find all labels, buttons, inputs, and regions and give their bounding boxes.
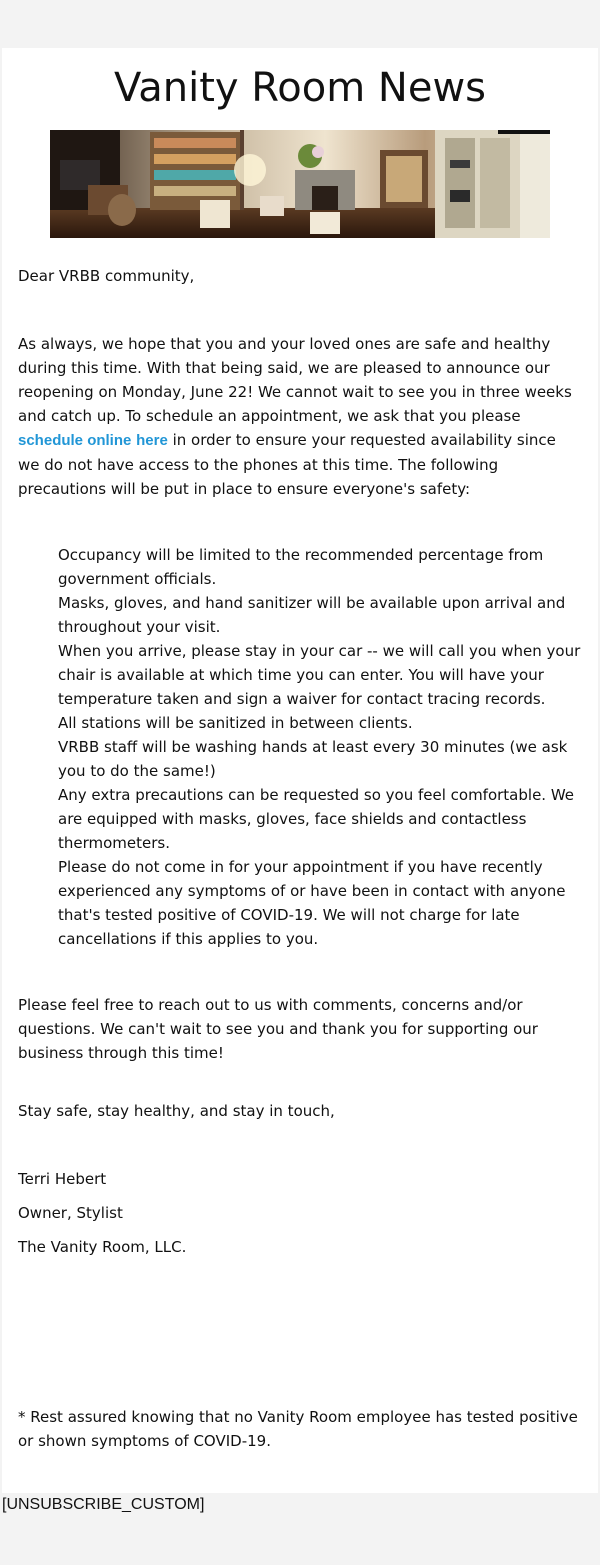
- precaution-item-arrival: When you arrive, please stay in your car -- we will call you when your chair is available at which time you can enter. You will have your temperature taken and sign a waiver for contact tracing records.: [58, 642, 581, 708]
- newsletter-card: [2, 48, 598, 1493]
- precaution-item-sanitize: All stations will be sanitized in between clients.: [58, 714, 413, 732]
- signoff-text: Stay safe, stay healthy, and stay in touch,: [18, 1102, 335, 1120]
- top-strip: [0, 0, 600, 48]
- footnote-text: * Rest assured knowing that no Vanity Room employee has tested positive or shown symptoms of COVID-19.: [18, 1408, 578, 1450]
- signature-company: The Vanity Room, LLC.: [18, 1238, 187, 1256]
- unsubscribe-link[interactable]: [UNSUBSCRIBE_CUSTOM]: [2, 1496, 205, 1513]
- precaution-item-symptoms: Please do not come in for your appointment if you have recently experienced any symptoms of or have been in contact with anyone that's tested positive of COVID-19. We will not charge for late cancellations if this applies to you.: [58, 858, 566, 948]
- closing-paragraph: Please feel free to reach out to us with comments, concerns and/or questions. We can't wait to see you and thank you for supporting our business through this time!: [18, 996, 538, 1062]
- newsletter-body: [2, 264, 598, 1453]
- precaution-item-handwashing: VRBB staff will be washing hands at least every 30 minutes (we ask you to do the same!): [58, 738, 568, 780]
- intro-text-before-link: As always, we hope that you and your loved ones are safe and healthy during this time. With that being said, we are pleased to announce our reopening on Monday, June 22! We cannot wait to see you in three weeks and catch up. To schedule an appointment, we ask that you please: [18, 335, 572, 425]
- signature-name: Terri Hebert: [18, 1170, 107, 1188]
- schedule-online-link[interactable]: schedule online: [18, 432, 132, 449]
- intro-text-after-link: in order to ensure your requested availability since we do not have access to the phones at this time. The following precautions will be put in place to ensure everyone's safety:: [18, 431, 556, 498]
- precaution-item-masks: Masks, gloves, and hand sanitizer will be available upon arrival and throughout your visit.: [58, 594, 566, 636]
- salon-banner-image: [50, 130, 550, 238]
- newsletter-title: Vanity Room News: [113, 65, 486, 111]
- signature-role: Owner, Stylist: [18, 1204, 123, 1222]
- here-link[interactable]: here: [136, 432, 168, 449]
- precaution-item-extra: Any extra precautions can be requested so you feel comfortable. We are equipped with masks, gloves, face shields and contactless thermometers.: [58, 786, 575, 852]
- greeting-text: Dear VRBB community,: [18, 267, 195, 285]
- precaution-item-occupancy: Occupancy will be limited to the recommended percentage from government officials.: [58, 546, 544, 588]
- precautions-list: [18, 543, 582, 951]
- intro-paragraph: [18, 332, 582, 501]
- salon-panorama-graphic: [50, 130, 550, 238]
